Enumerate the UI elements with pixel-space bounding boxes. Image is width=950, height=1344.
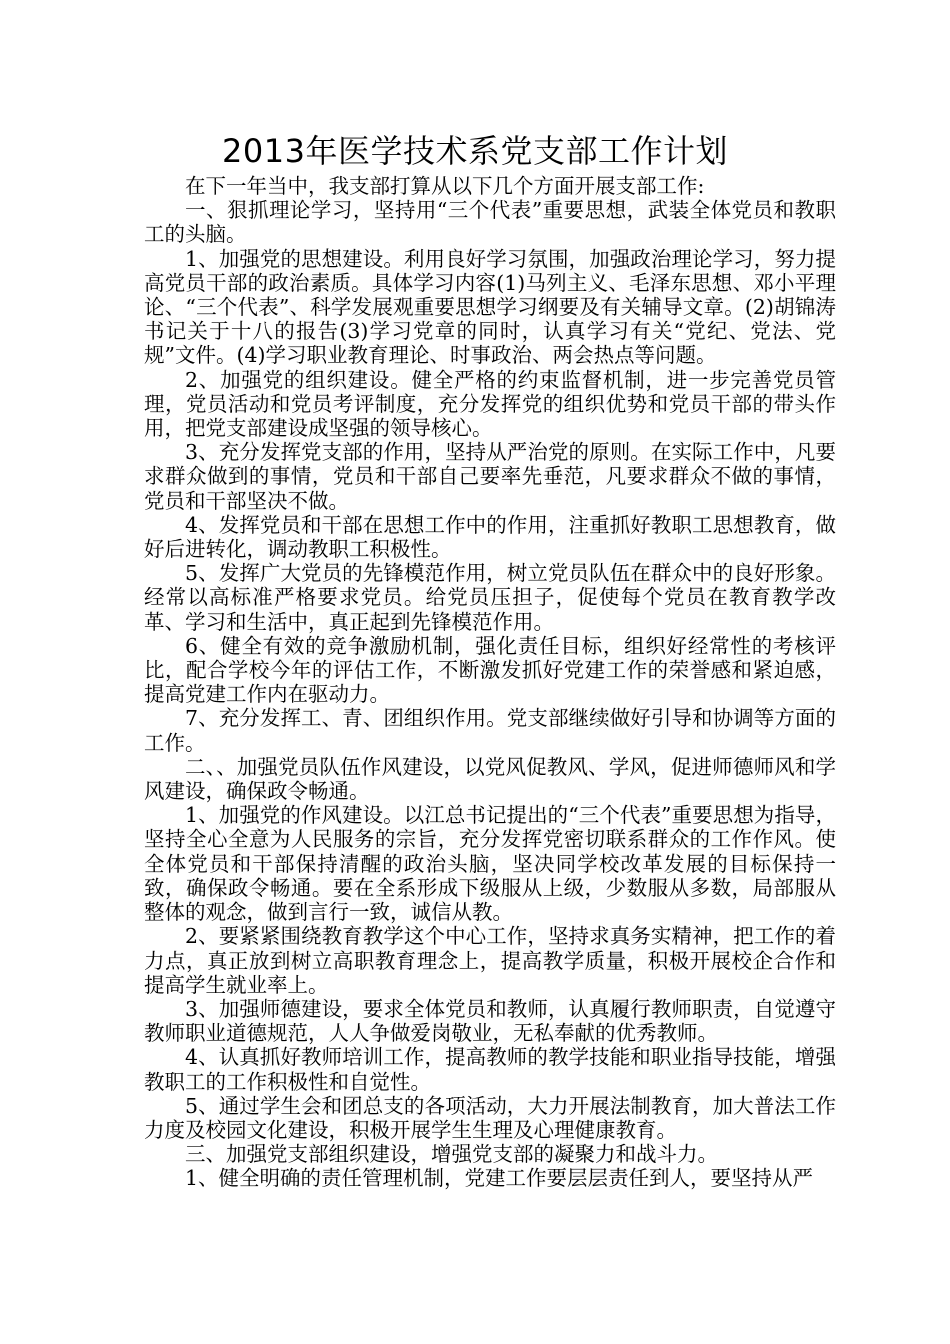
section-heading-1: 一、狠抓理论学习，坚持用“三个代表”重要思想，武装全体党员和教职工的头脑。 (144, 198, 836, 247)
paragraph-2-2: 2、要紧紧围绕教育教学这个中心工作，坚持求真务实精神，把工作的着力点，真正放到树立高职教育理念上，提高教学质量，积极开展校企合作和提高学生就业率上。 (144, 924, 836, 997)
paragraph-1-2: 2、加强党的组织建设。健全严格的约束监督机制，进一步完善党员管理，党员活动和党员考评制度，充分发挥党的组织优势和党员干部的带头作用，把党支部建设成坚强的领导核心。 (144, 367, 836, 441)
section-heading-3: 三、加强党支部组织建设，增强党支部的凝聚力和战斗力。 (185, 1142, 718, 1167)
paragraph-1-1: 1、加强党的思想建设。利用良好学习氛围，加强政治理论学习，努力提高党员干部的政治素质。具体学习内容(1)马列主义、毛泽东思想、邓小平理论、“三个代表”、科学发展观重要思想学习纲要及有关辅导文章。(2)胡锦涛书记关于十八的报告(3)学习党章的同时，认真学习有关“党纪、党法、党规”文件。(4)学习职业教育理论、时事政治、两会热点等问题。 (144, 246, 836, 368)
paragraph-2-4: 4、认真抓好教师培训工作，提高教师的教学技能和职业指导技能，增强教职工的工作积极性和自觉性。 (144, 1045, 836, 1094)
paragraph-1-7: 7、充分发挥工、青、团组织作用。党支部继续做好引导和协调等方面的工作。 (144, 706, 836, 755)
paragraph-3-1: 1、健全明确的责任管理机制，党建工作要层层责任到人，要坚持从严 (185, 1166, 814, 1191)
paragraph-2-1: 1、加强党的作风建设。以江总书记提出的“三个代表”重要思想为指导，坚持全心全意为人民服务的宗旨，充分发挥党密切联系群众的工作作风。使全体党员和干部保持清醒的政治头脑，坚决同学校改革发展的目标保持一致，确保政令畅通。要在全系形成下级服从上级，少数服从多数，局部服从整体的观念，做到言行一致，诚信从教。 (144, 803, 836, 925)
paragraph-1-6: 6、健全有效的竞争激励机制，强化责任目标，组织好经常性的考核评比，配合学校今年的评估工作，不断激发抓好党建工作的荣誉感和紧迫感，提高党建工作内在驱动力。 (144, 633, 836, 707)
paragraph-intro: 在下一年当中，我支部打算从以下几个方面开展支部工作: (185, 174, 705, 198)
paragraph-1-4: 4、发挥党员和干部在思想工作中的作用，注重抓好教职工思想教育，做好后进转化，调动教职工积极性。 (144, 512, 836, 562)
section-heading-2: 二、、加强党员队伍作风建设，以党风促教风、学风，促进师德师风和学风建设，确保政令畅通。 (144, 754, 836, 804)
paragraph-1-3: 3、充分发挥党支部的作用，坚持从严治党的原则。在实际工作中，凡要求群众做到的事情，党员和干部自己要率先垂范，凡要求群众不做的事情，党员和干部坚决不做。 (144, 440, 836, 513)
paragraph-2-3: 3、加强师德建设，要求全体党员和教师，认真履行教师职责，自觉遵守教师职业道德规范，人人争做爱岗敬业，无私奉献的优秀教师。 (144, 996, 836, 1046)
document-body (144, 174, 836, 1191)
document-title: 2013年医学技术系党支部工作计划 (222, 132, 728, 170)
paragraph-1-5: 5、发挥广大党员的先锋模范作用，树立党员队伍在群众中的良好形象。经常以高标准严格要求党员。给党员压担子，促使每个党员在教育教学改革、学习和生活中，真正起到先锋模范作用。 (144, 561, 836, 634)
paragraph-2-5: 5、通过学生会和团总支的各项活动，大力开展法制教育，加大普法工作力度及校园文化建设，积极开展学生生理及心理健康教育。 (144, 1093, 836, 1142)
